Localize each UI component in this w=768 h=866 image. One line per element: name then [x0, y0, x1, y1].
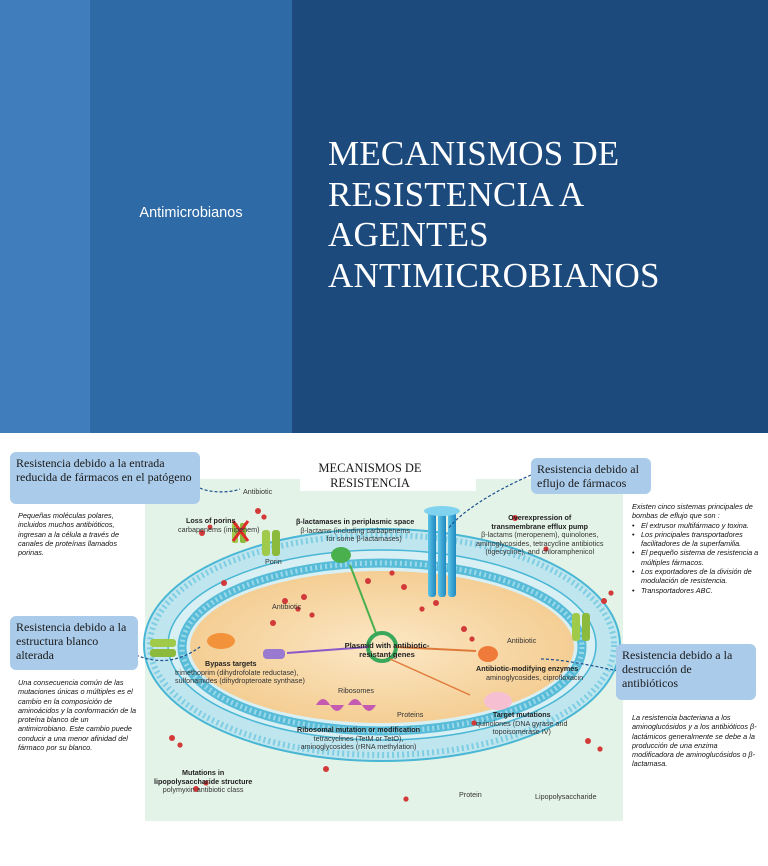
label-ribo-sub2: aminoglycosides (rRNA methylation): [300, 742, 417, 752]
label-loss-of-porins: [178, 517, 260, 534]
callout-altered-target: Resistencia debido a la estructura blanco alterada: [10, 616, 138, 670]
title-line-4: ANTIMICROBIANOS: [328, 255, 660, 295]
title-line-3: AGENTES: [328, 215, 489, 254]
label-modifying-enzymes: [476, 665, 583, 682]
label-target-mut-title: Target mutations: [492, 710, 551, 719]
note-target-mutation: Una consecuencia común de las mutaciones únicas o múltiples es el cambio en la composición de aminoácidos y la conformación de la proteína blanco de un antimicrobiano. Este cambio puede conducir a una menor afinidad del fármaco por su blanco.: [18, 678, 137, 753]
efflux-list: [632, 521, 762, 595]
label-lipopolysaccharide: Lipopolysaccharide: [535, 792, 597, 801]
label-target-mutations: [476, 711, 568, 737]
label-efflux-pump: [476, 514, 603, 557]
label-target-mut-sub2: topoisomerase IV): [492, 727, 551, 737]
label-efflux-title2: transmembrane efflux pump: [491, 521, 589, 531]
label-proteins: Proteins: [397, 710, 424, 719]
note-porins: Pequeñas moléculas polares, incluidos muchos antibióticos, ingresan a la célula a través de canales de proteínas llamados porinas.: [18, 511, 120, 558]
title-line-1: MECANISMOS DE: [328, 134, 620, 173]
label-efflux-sub1: β-lactams (meropenem), quinolones,: [481, 530, 599, 540]
note-enzyme-destruction: La resistencia bacteriana a los aminoglucósidos y a los antibióticos β-lactámicos generalmente se debe a la producción de una enzima modificadora de aminoglucósidos o β-lactamasa.: [632, 713, 757, 769]
label-bypass-title: Bypass targets: [205, 659, 257, 668]
diagram-title-line-1: MECANISMOS DE: [318, 461, 422, 475]
label-porin: Porin: [265, 557, 282, 566]
label-lps-sub: polymyxin antibiotic class: [162, 785, 244, 795]
label-beta-lactamases-title: β-lactamases in periplasmic space: [296, 517, 415, 526]
label-bypass-sub2: sulfonamides (dihydropteroate synthase): [175, 676, 305, 686]
efflux-list-item: • Los principales transportadores facilitadores de la superfamilia.: [632, 530, 762, 549]
label-loss-of-porins-title: Loss of porins: [186, 516, 236, 525]
efflux-list-item: • Transportadores ABC.: [632, 586, 762, 595]
label-lps-mutations: [154, 769, 252, 795]
label-efflux-sub3: (tigecycline), and chloramphenicol: [485, 547, 595, 557]
title-line-2: RESISTENCIA A: [328, 174, 585, 214]
callout-reduced-entry: Resistencia debido a la entrada reducida de fármacos en el patógeno: [10, 452, 200, 504]
label-antibiotic-right: Antibiotic: [507, 636, 537, 645]
label-protein: Protein: [459, 790, 482, 799]
label-modenz-title: Antibiotic-modifying enzymes: [476, 664, 579, 673]
bypass-enzyme-icon: [207, 633, 235, 649]
efflux-list-item: • Los exportadores de la división de modulación de resistencia.: [632, 567, 762, 586]
slide-subtitle: Antimicrobianos: [139, 205, 243, 221]
label-antibiotic-left: Antibiotic: [272, 602, 302, 611]
efflux-pump-icon: [424, 506, 460, 597]
efflux-list-item: • El extrusor multifármaco y toxina.: [632, 521, 762, 530]
note-efflux-systems: [632, 502, 762, 595]
callout-efflux: Resistencia debido al eflujo de fármacos: [531, 458, 651, 494]
label-lps-title2: lipopolysaccharide structure: [154, 776, 253, 786]
label-ribo-title: Ribosomal mutation or modification: [297, 725, 420, 734]
label-plasmid: [337, 641, 437, 659]
efflux-intro: Existen cinco sistemas principales de bombas de eflujo que son :: [632, 502, 753, 521]
target-mutation-icon: [484, 692, 512, 710]
label-plasmid-line2: resistant genes: [359, 650, 415, 659]
bypass-target-icon: [263, 649, 285, 659]
diagram-title: [305, 461, 435, 491]
diagram-title-line-2: RESISTENCIA: [330, 476, 410, 490]
efflux-list-item: • El pequeño sistema de resistencia a múltiples fármacos.: [632, 548, 762, 567]
label-ribo-sub1: tetracyclines (TetM or TetO),: [313, 733, 404, 743]
mechanisms-diagram-slide: [0, 433, 768, 866]
modifying-enzyme-icon: [478, 646, 498, 662]
label-bypass-sub1: trimethoprim (dihydrofolate reductase),: [175, 667, 299, 677]
beta-lactamase-icon: [331, 547, 351, 563]
slide-title: [328, 134, 758, 296]
label-efflux-title1: Overexpression of: [508, 513, 572, 522]
label-target-mut-sub1: quinolones (DNA gyrase and: [476, 718, 568, 728]
label-bypass-targets: [175, 659, 305, 686]
label-ribosomal-mutation: [297, 726, 420, 752]
label-ribosomes: Ribosomes: [338, 686, 374, 695]
label-plasmid-line1: Plasmid with antibiotic-: [344, 641, 430, 650]
label-beta-lactamases-sub2: for some β-lactamases): [326, 534, 402, 544]
left-accent-strip: [0, 0, 90, 433]
callout-antibiotic-destruction: Resistencia debido a la destrucción de antibióticos: [616, 644, 756, 700]
label-antibiotic-top: Antibiotic: [243, 487, 273, 496]
label-lps-title1: Mutations in: [181, 768, 225, 777]
label-beta-lactamases-sub1: β-lactams (including carbapenems: [300, 525, 410, 535]
label-beta-lactamases: [296, 518, 414, 544]
label-efflux-sub2: aminoglycosides, tetracycline antibiotics: [476, 538, 604, 548]
label-loss-of-porins-sub: carbapenems (imipenem): [178, 524, 260, 534]
label-modenz-sub: aminoglycosides, ciprofloxacin: [486, 672, 584, 682]
